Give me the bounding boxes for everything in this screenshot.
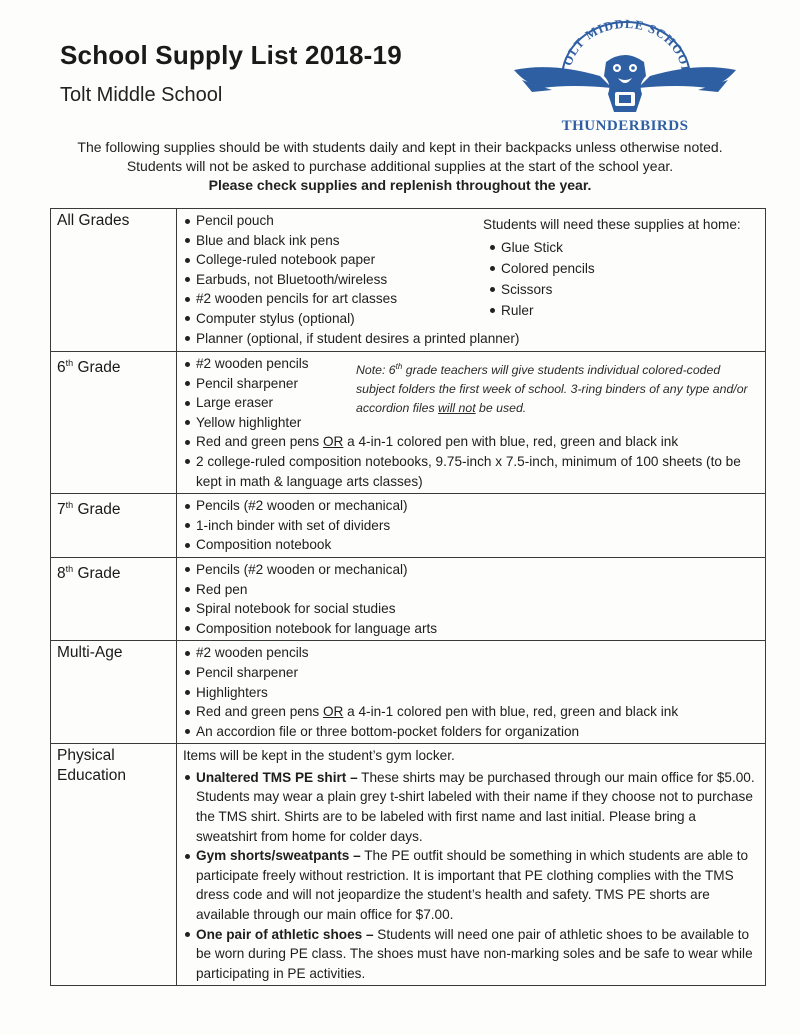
intro-text: The following supplies should be with students daily and kept in their backpacks unless otherwise noted. Students will not be asked to purchase additional supplies at the start of the school year. (77, 139, 723, 174)
list-item: #2 wooden pencils (183, 354, 759, 374)
grade-label: 8th Grade (51, 557, 177, 640)
list-item: Pencils (#2 wooden or mechanical) (183, 560, 759, 580)
grade-8-list (183, 560, 759, 638)
list-item: Pencil sharpener (183, 663, 759, 683)
list-item: Pencil pouch (183, 211, 759, 231)
row-multi-age (51, 641, 766, 744)
list-item: Yellow highlighter (183, 413, 759, 433)
list-item: #2 wooden pencils (183, 643, 759, 663)
list-item: Red pen (183, 580, 759, 600)
supply-table (50, 208, 766, 986)
row-physical-education (51, 744, 766, 986)
list-item: Glue Stick (488, 238, 763, 258)
grade-label: 7th Grade (51, 494, 177, 558)
pe-intro: Items will be kept in the student’s gym locker. (183, 748, 455, 764)
list-item: Gym shorts/sweatpants – The PE outfit should be something in which students are able to participate freely without restriction. It is important that PE clothing complies with the TMS dress code and will not jeopardize the student’s health and safety. TMS PE shorts are available through our main office for $7.00. (183, 846, 759, 924)
grade-label: 6th Grade (51, 352, 177, 494)
list-item: Blue and black ink pens (183, 231, 759, 251)
list-item: Spiral notebook for social studies (183, 599, 759, 619)
row-grade-7 (51, 494, 766, 558)
pe-cell (177, 744, 766, 986)
grade-6-cell (177, 352, 766, 494)
grade-6-note: Note: 6th grade teachers will give students individual colored-coded subject folders the first week of school. 3-ring binders of any type and/or accordion files will not be used. (356, 362, 748, 416)
grade-label: Multi-Age (51, 641, 177, 744)
multi-age-list (183, 643, 759, 741)
list-item: Earbuds, not Bluetooth/wireless (183, 270, 759, 290)
list-item: One pair of athletic shoes – Students will need one pair of athletic shoes to be available to be worn during PE class. The shoes must have non-marking soles and be safe to wear while participating in PE activities. (183, 925, 759, 984)
logo-bottom-text: THUNDERBIRDS (561, 118, 689, 134)
list-item: Red and green pens OR a 4-in-1 colored pen with blue, red, green and black ink (183, 432, 759, 452)
list-item: Red and green pens OR a 4-in-1 colored pen with blue, red, green and black ink (183, 702, 759, 722)
school-name: Tolt Middle School (60, 84, 223, 106)
list-item: College-ruled notebook paper (183, 250, 759, 270)
list-item: Highlighters (183, 683, 759, 703)
list-item: Unaltered TMS PE shirt – These shirts may be purchased through our main office for $5.00. Students may wear a plain grey t-shirt labeled with their name if they choose not to purchase the TMS shirt. Shirts are to be labeled with first name and last initial. Please bring a sweatshirt from home for colder days. (183, 768, 759, 846)
list-item: Colored pencils (488, 259, 763, 279)
all-grades-cell (177, 209, 766, 352)
list-item: Large eraser (183, 393, 759, 413)
logo-arc-text: OLT MIDDLE SCHOO (560, 18, 692, 68)
grade-label: All Grades (51, 209, 177, 352)
thunderbird-logo (512, 18, 738, 136)
list-item: #2 wooden pencils for art classes (183, 289, 759, 309)
list-item: Ruler (488, 301, 763, 321)
row-all-grades (51, 209, 766, 352)
multi-age-cell (177, 641, 766, 744)
intro-paragraph (50, 138, 750, 195)
list-item: Composition notebook for language arts (183, 619, 759, 639)
home-supplies-list (483, 238, 763, 321)
list-item: Scissors (488, 280, 763, 300)
row-grade-8 (51, 557, 766, 640)
list-item: Pencil sharpener (183, 374, 759, 394)
list-item: Computer stylus (optional) (183, 309, 759, 329)
home-supplies (483, 215, 763, 322)
grade-8-cell (177, 557, 766, 640)
grade-label: Physical Education (51, 744, 177, 986)
list-item: Composition notebook (183, 535, 759, 555)
grade-7-cell (177, 494, 766, 558)
list-item: Pencils (#2 wooden or mechanical) (183, 496, 759, 516)
pe-list (183, 768, 759, 984)
list-item: 1-inch binder with set of dividers (183, 516, 759, 536)
intro-bold-note: Please check supplies and replenish throughout the year. (208, 177, 592, 193)
page-title: School Supply List 2018-19 (60, 40, 402, 70)
home-supplies-heading: Students will need these supplies at home: (483, 217, 741, 232)
grade-7-list (183, 496, 759, 555)
row-grade-6 (51, 352, 766, 494)
list-item: An accordion file or three bottom-pocket folders for organization (183, 722, 759, 742)
list-item: Planner (optional, if student desires a printed planner) (183, 329, 759, 349)
list-item: 2 college-ruled composition notebooks, 9.75-inch x 7.5-inch, minimum of 100 sheets (to be kept in math & language arts classes) (183, 452, 759, 491)
